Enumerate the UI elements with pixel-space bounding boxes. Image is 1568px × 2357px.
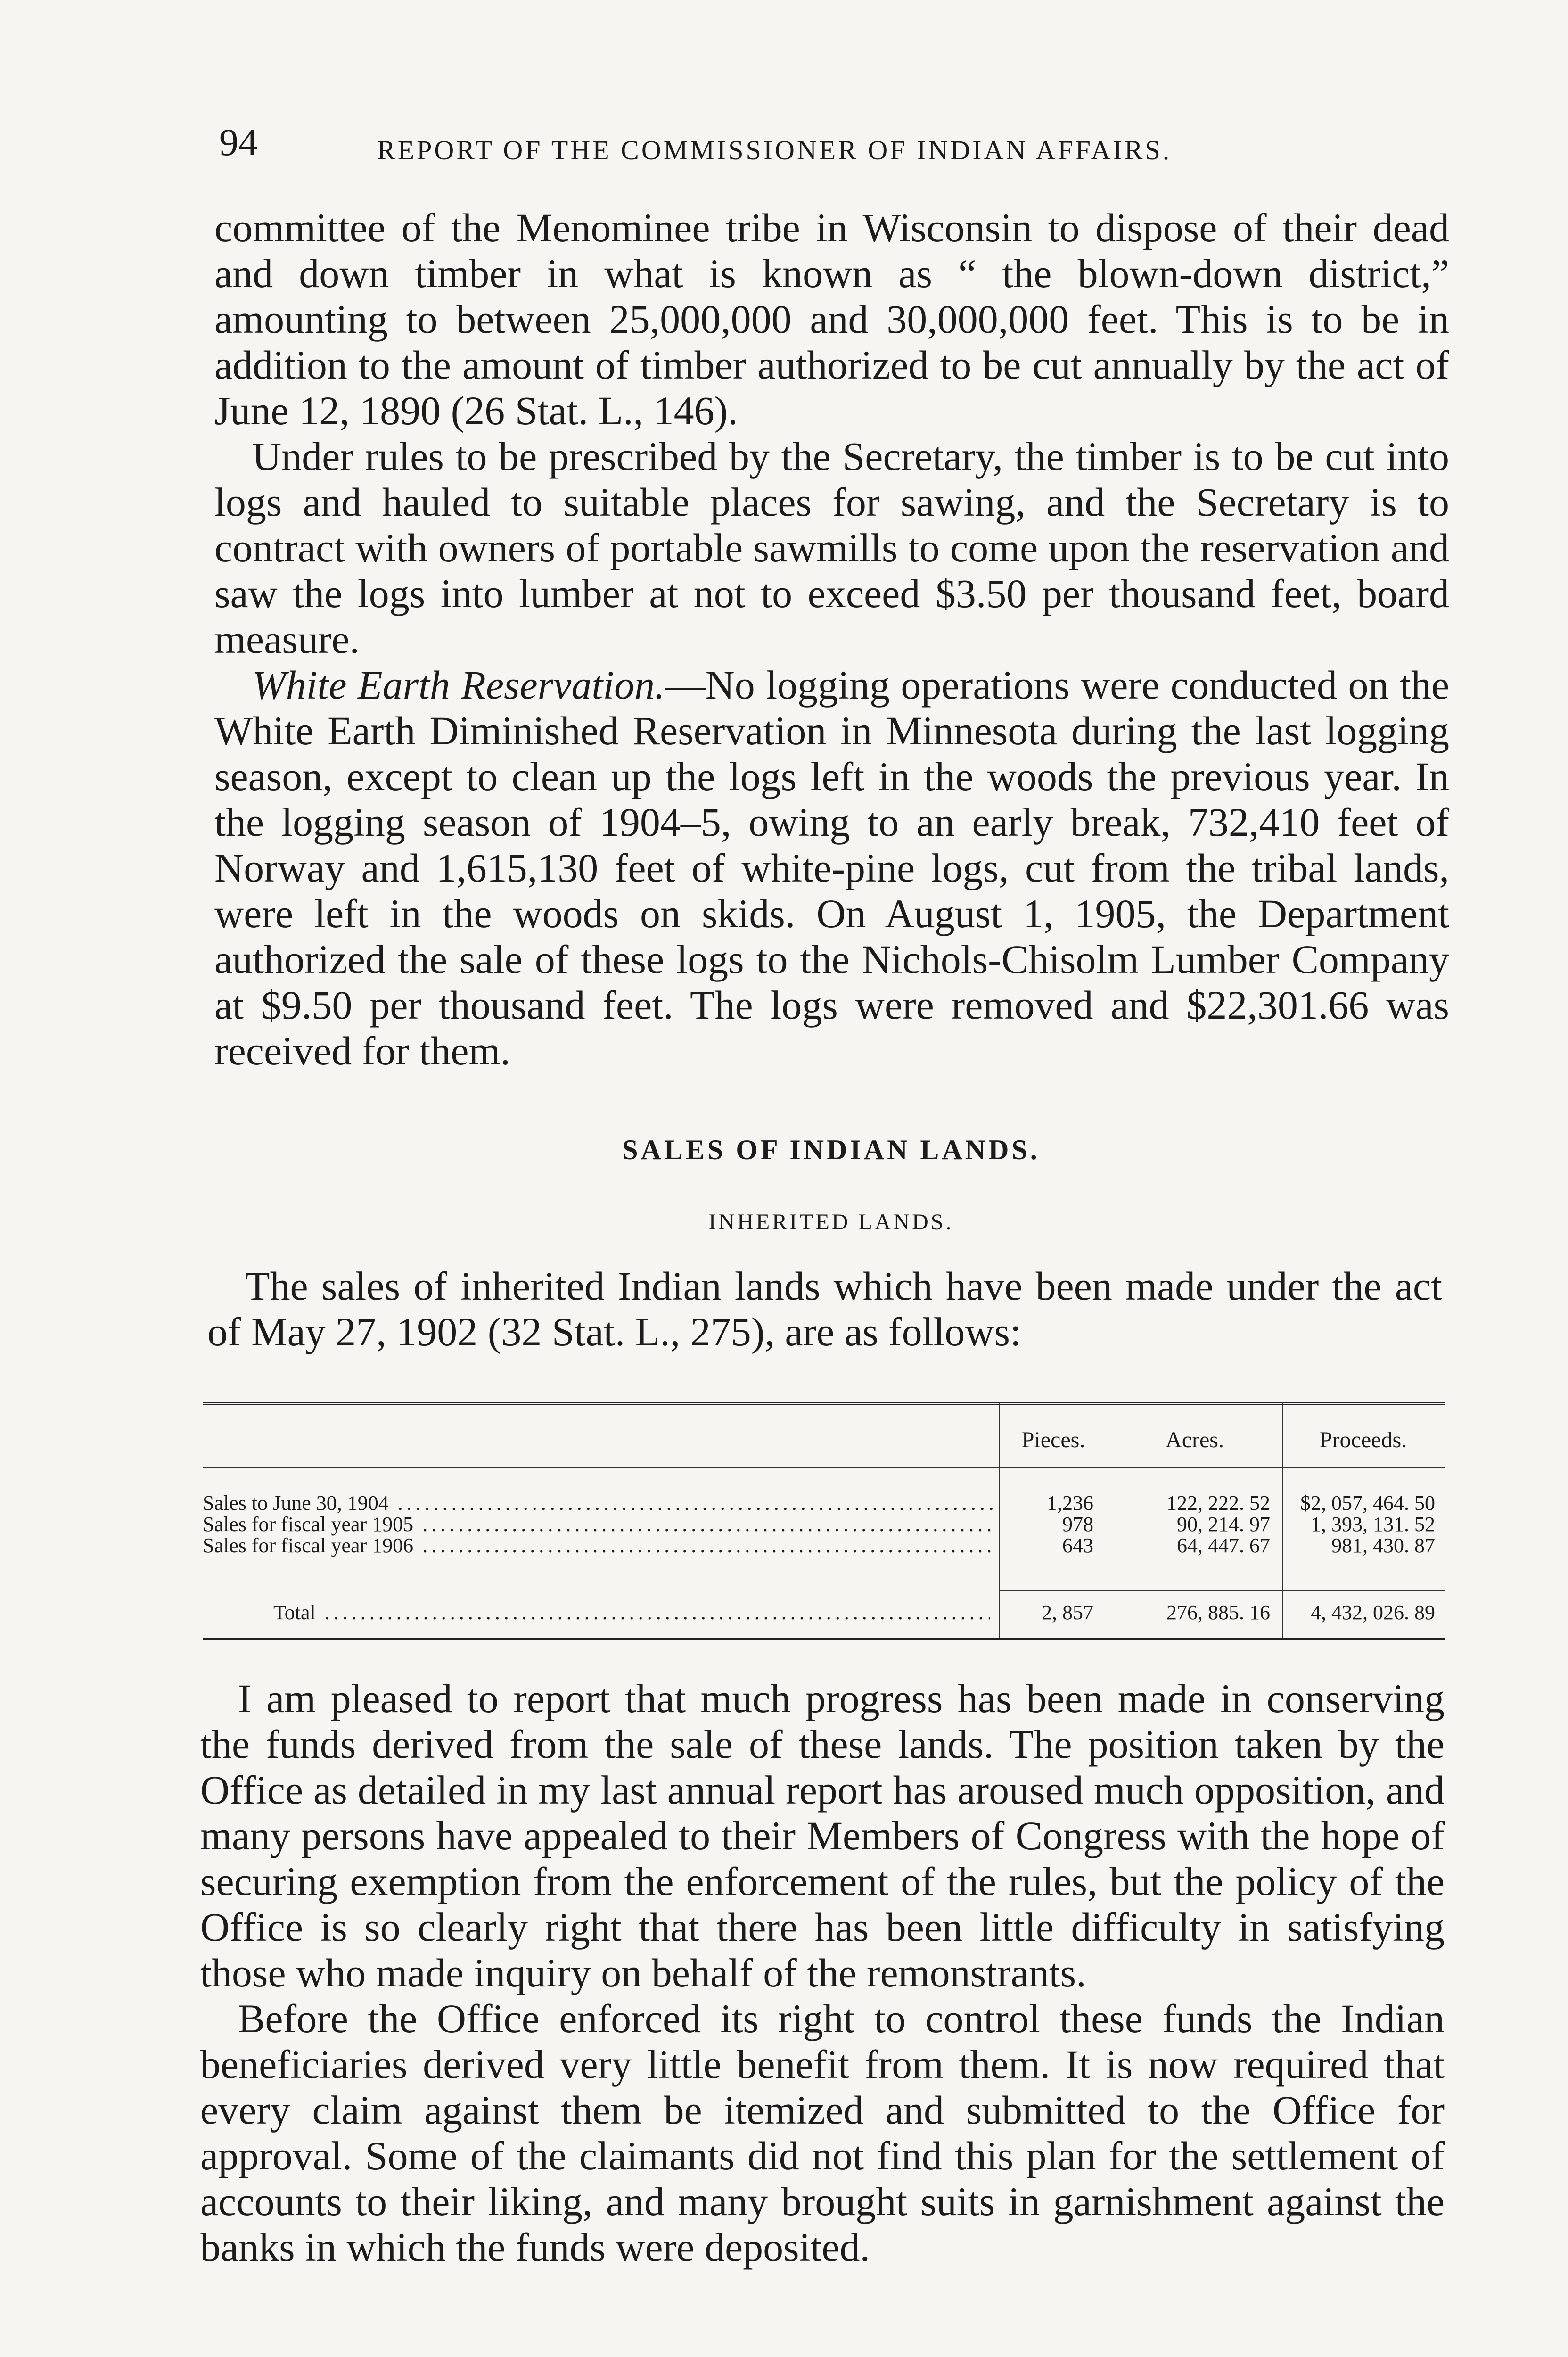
cell-pieces: 643 (1062, 1534, 1093, 1557)
page-number: 94 (219, 121, 258, 164)
page-header (207, 120, 1452, 172)
column-header-pieces: Pieces. (1021, 1427, 1085, 1452)
row-label: Sales for fiscal year 1905 ..... (203, 1512, 994, 1536)
column-header-proceeds: Proceeds. (1319, 1427, 1407, 1452)
column-header-acres: Acres. (1166, 1427, 1224, 1452)
table-total-rule (999, 1590, 1445, 1591)
cell-proceeds: $2, 057, 464. 50 (1300, 1492, 1435, 1515)
cell-acres: 64, 447. 67 (1177, 1534, 1270, 1557)
cell-proceeds: 981, 430. 87 (1331, 1534, 1435, 1557)
total-proceeds: 4, 432, 026. 89 (1311, 1601, 1435, 1624)
cell-acres: 122, 222. 52 (1166, 1492, 1270, 1515)
total-acres: 276, 885. 16 (1166, 1601, 1270, 1624)
paragraph-office-control: Before the Office enforced its right to control these funds the Indian beneficiaries derived very little benefit from them. It is now required that every claim against them be itemized and submitted to the Office for approval. Some of the claimants did not find this plan for the settlement of accounts to their liking, and many brought suits in garnishment against the banks in which the funds were deposited. (200, 1996, 1445, 2270)
row-label: Sales to June 30, 1904 ..... (203, 1491, 994, 1515)
section-intro: The sales of inherited Indian lands which have been made under the act of May 27, 1902 (32 Stat. L., 275), are as follows: (207, 1263, 1442, 1354)
table-header-rule (203, 1467, 1445, 1468)
cell-proceeds: 1, 393, 131. 52 (1311, 1513, 1435, 1536)
cell-pieces: 978 (1062, 1513, 1093, 1536)
table-top-rule (203, 1402, 1445, 1405)
paragraph-white-earth (214, 662, 1449, 1074)
white-earth-text: —No logging operations were conducted on the White Earth Diminished Reservation in Minnesota during the last logging season, except to clean up the logs left in the woods the previous year. In the logging season of 1904–5, owing to an early break, 732,410 feet of Norway and 1,615,130 feet of white-pine logs, cut from the tribal lands, were left in the woods on skids. On August 1, 1905, the Department authorized the sale of these logs to the Nichols-Chisolm Lumber Company at $9.50 per thousand feet. The logs were removed and $22,301.66 was received for them. (214, 662, 1450, 1073)
white-earth-heading: White Earth Reservation. (252, 662, 665, 708)
paragraph-menominee: committee of the Menominee tribe in Wisconsin to dispose of their dead and down timber in what is known as “ the blown-down district,” amounting to between 25,000,000 and 30,000,000 feet. This is to be in addition to the amount of timber authorized to be cut annually by the act of June 12, 1890 (26 Stat. L., 146). (214, 205, 1449, 433)
section-title: SALES OF INDIAN LANDS. (622, 1134, 1040, 1165)
inherited-lands-table (203, 1402, 1445, 1643)
paragraph-sawmills: Under rules to be prescribed by the Secretary, the timber is to be cut into logs and hauled to suitable places for sawing, and the Secretary is to contract with owners of portable sawmills to come upon the reservation and saw the logs into lumber at not to exceed $3.50 per thousand feet, board measure. (214, 434, 1449, 662)
section-subtitle: INHERITED LANDS. (708, 1210, 954, 1235)
running-head: REPORT OF THE COMMISSIONER OF INDIAN AFFAIRS. (377, 135, 1172, 165)
row-label: Sales for fiscal year 1906 ..... (203, 1533, 994, 1558)
paragraph-progress: I am pleased to report that much progress has been made in conserving the funds derived from the sale of these lands. The position taken by the Office as detailed in my last annual report has aroused much opposition, and many persons have appealed to their Members of Congress with the hope of securing exemption from the enforcement of the rules, but the policy of the Office is so clearly right that there has been little difficulty in satisfying those who made inquiry on behalf of the remonstrants. (200, 1676, 1445, 1995)
total-label: Total ..... (273, 1600, 990, 1624)
cell-pieces: 1,236 (1047, 1492, 1093, 1515)
lower-text (200, 1676, 1445, 2270)
table-bottom-rule (203, 1638, 1445, 1640)
cell-acres: 90, 214. 97 (1177, 1513, 1270, 1536)
upper-text (214, 205, 1449, 1074)
total-pieces: 2, 857 (1042, 1601, 1093, 1624)
